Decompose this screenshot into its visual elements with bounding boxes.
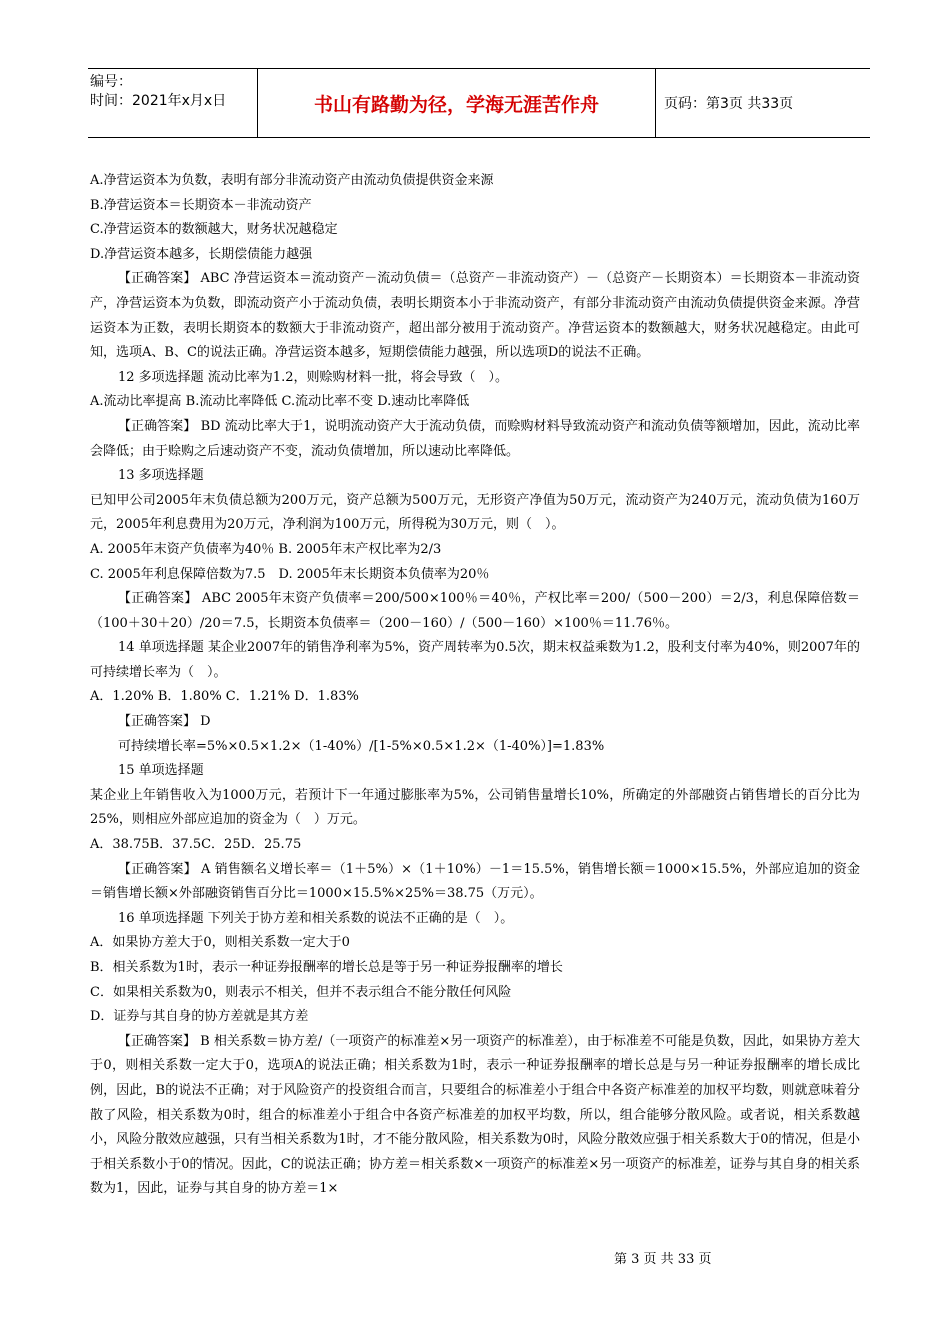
paragraph: A．38.75B．37.5C．25D．25.75 bbox=[90, 837, 302, 853]
paragraph: 【正确答案】 ABC 2005年末资产负债率＝200/500×100％＝40％，产权比率＝200/（500－200）＝2/3，利息保障倍数＝（100＋30＋20）/20＝7.5，长期资本负债率＝（200－160）/（500－160）×100％＝11.76％。 bbox=[90, 591, 860, 631]
paragraph: A. 2005年末资产负债率为40％ B. 2005年末产权比率为2/3 bbox=[90, 541, 442, 557]
paragraph: 可持续增长率=5%×0.5×1.2×（1-40%）/[1-5%×0.5×1.2×（1-40%）]=1.83% bbox=[118, 738, 605, 754]
paragraph: B．相关系数为1时，表示一种证券报酬率的增长总是等于另一种证券报酬率的增长 bbox=[90, 960, 563, 975]
paragraph: 【正确答案】 ABC 净营运资本＝流动资产－流动负债＝（总资产－非流动资产）－（总资产－长期资本）＝长期资本－非流动资产，净营运资本为负数，即流动资产小于流动负债，表明长期资本小于非流动资产，有部分非流动资产由流动负债提供资金来源。净营运资本为正数，表明长期资本的数额大于非流动资产，超出部分被用于流动资产。净营运资本的数额越大，财务状况越稳定。由此可知，选项A、B、C的说法正确。净营运资本越多，短期偿债能力越强，所以选项D的说法不正确。 bbox=[90, 271, 860, 361]
header-motto: 书山有路勤为径，学海无涯苦作舟 bbox=[258, 69, 656, 137]
paragraph: D．证券与其自身的协方差就是其方差 bbox=[90, 1009, 309, 1025]
paragraph: A.流动比率提高 B.流动比率降低 C.流动比率不变 D.速动比率降低 bbox=[90, 394, 470, 410]
paragraph: 【正确答案】 B 相关系数＝协方差/（一项资产的标准差×另一项资产的标准差），由于标准差不可能是负数，因此，如果协方差大于0，则相关系数一定大于0，选项A的说法正确；相关系数为1时，表示一种证券报酬率的增长总是与另一种证券报酬率的增长成比例，因此，B的说法不正确；对于风险资产的投资组合而言，只要组合的标准差小于组合中各资产标准差的加权平均数，则就意味着分散了风险，相关系数为0时，组合的标准差小于组合中各资产标准差的加权平均数，所以，组合能够分散风险。或者说，相关系数越小，风险分散效应越强，只有当相关系数为1时，才不能分散风险，相关系数为0时，风险分散效应强于相关系数大于0的情况，但是小于相关系数小于0的情况。因此，C的说法正确；协方差＝相关系数×一项资产的标准差×另一项资产的标准差，证券与其自身的相关系数为1，因此，证券与其自身的协方差＝1× bbox=[90, 1033, 860, 1197]
header-page-number: 页码：第3页 共33页 bbox=[664, 96, 794, 112]
paragraph: 16 单项选择题 下列关于协方差和相关系数的说法不正确的是（ ）。 bbox=[118, 910, 514, 926]
paragraph: A．1.20% B．1.80% C．1.21% D．1.83% bbox=[90, 689, 359, 705]
paragraph: 已知甲公司2005年末负债总额为200万元，资产总额为500万元，无形资产净值为50万元，流动资产为240万元，流动负债为160万元，2005年利息费用为20万元，净利润为100万元，所得税为30万元，则（ ）。 bbox=[90, 492, 860, 533]
paragraph: 【正确答案】 BD 流动比率大于1，说明流动资产大于流动负债，而赊购材料导致流动资产和流动负债等额增加，因此，流动比率会降低；由于赊购之后速动资产不变，流动负债增加，所以速动比率降低。 bbox=[90, 418, 860, 459]
paragraph: 12 多项选择题 流动比率为1.2，则赊购材料一批，将会导致（ ）。 bbox=[118, 369, 508, 385]
paragraph: C.净营运资本的数额越大，财务状况越稳定 bbox=[90, 222, 338, 238]
paragraph: 13 多项选择题 bbox=[118, 468, 204, 484]
document-number-label: 编号： bbox=[90, 74, 132, 90]
paragraph: A．如果协方差大于0，则相关系数一定大于0 bbox=[90, 935, 350, 951]
paragraph: 14 单项选择题 某企业2007年的销售净利率为5%，资产周转率为0.5次，期末权益乘数为1.2，股利支付率为40%，则2007年的可持续增长率为（ ）。 bbox=[90, 640, 860, 680]
paragraph: B.净营运资本＝长期资本－非流动资产 bbox=[90, 197, 312, 213]
paragraph: C. 2005年利息保障倍数为7.5 D. 2005年末长期资本负债率为20％ bbox=[90, 566, 490, 582]
page-footer: 第 3 页 共 33 页 bbox=[614, 1252, 712, 1267]
paragraph: 【正确答案】 D bbox=[118, 714, 211, 730]
header-meta bbox=[88, 69, 258, 137]
paragraph: 某企业上年销售收入为1000万元，若预计下一年通过膨胀率为5%，公司销售量增长10%，所确定的外部融资占销售增长的百分比为25%，则相应外部应追加的资金为（ ）万元。 bbox=[90, 787, 860, 828]
page-header bbox=[88, 68, 870, 138]
document-body bbox=[90, 169, 860, 1202]
paragraph: A.净营运资本为负数，表明有部分非流动资产由流动负债提供资金来源 bbox=[90, 173, 494, 188]
paragraph: D.净营运资本越多，长期偿债能力越强 bbox=[90, 246, 313, 262]
paragraph: C．如果相关系数为0，则表示不相关，但并不表示组合不能分散任何风险 bbox=[90, 984, 512, 1000]
paragraph: 【正确答案】 A 销售额名义增长率＝（1＋5%）×（1＋10%）－1＝15.5%，销售增长额＝1000×15.5%，外部应追加的资金＝销售增长额×外部融资销售百分比＝1000×15.5%×25%＝38.75（万元）。 bbox=[90, 861, 860, 902]
paragraph: 15 单项选择题 bbox=[118, 763, 204, 779]
document-time-label: 时间：2021年x月x日 bbox=[90, 93, 227, 109]
